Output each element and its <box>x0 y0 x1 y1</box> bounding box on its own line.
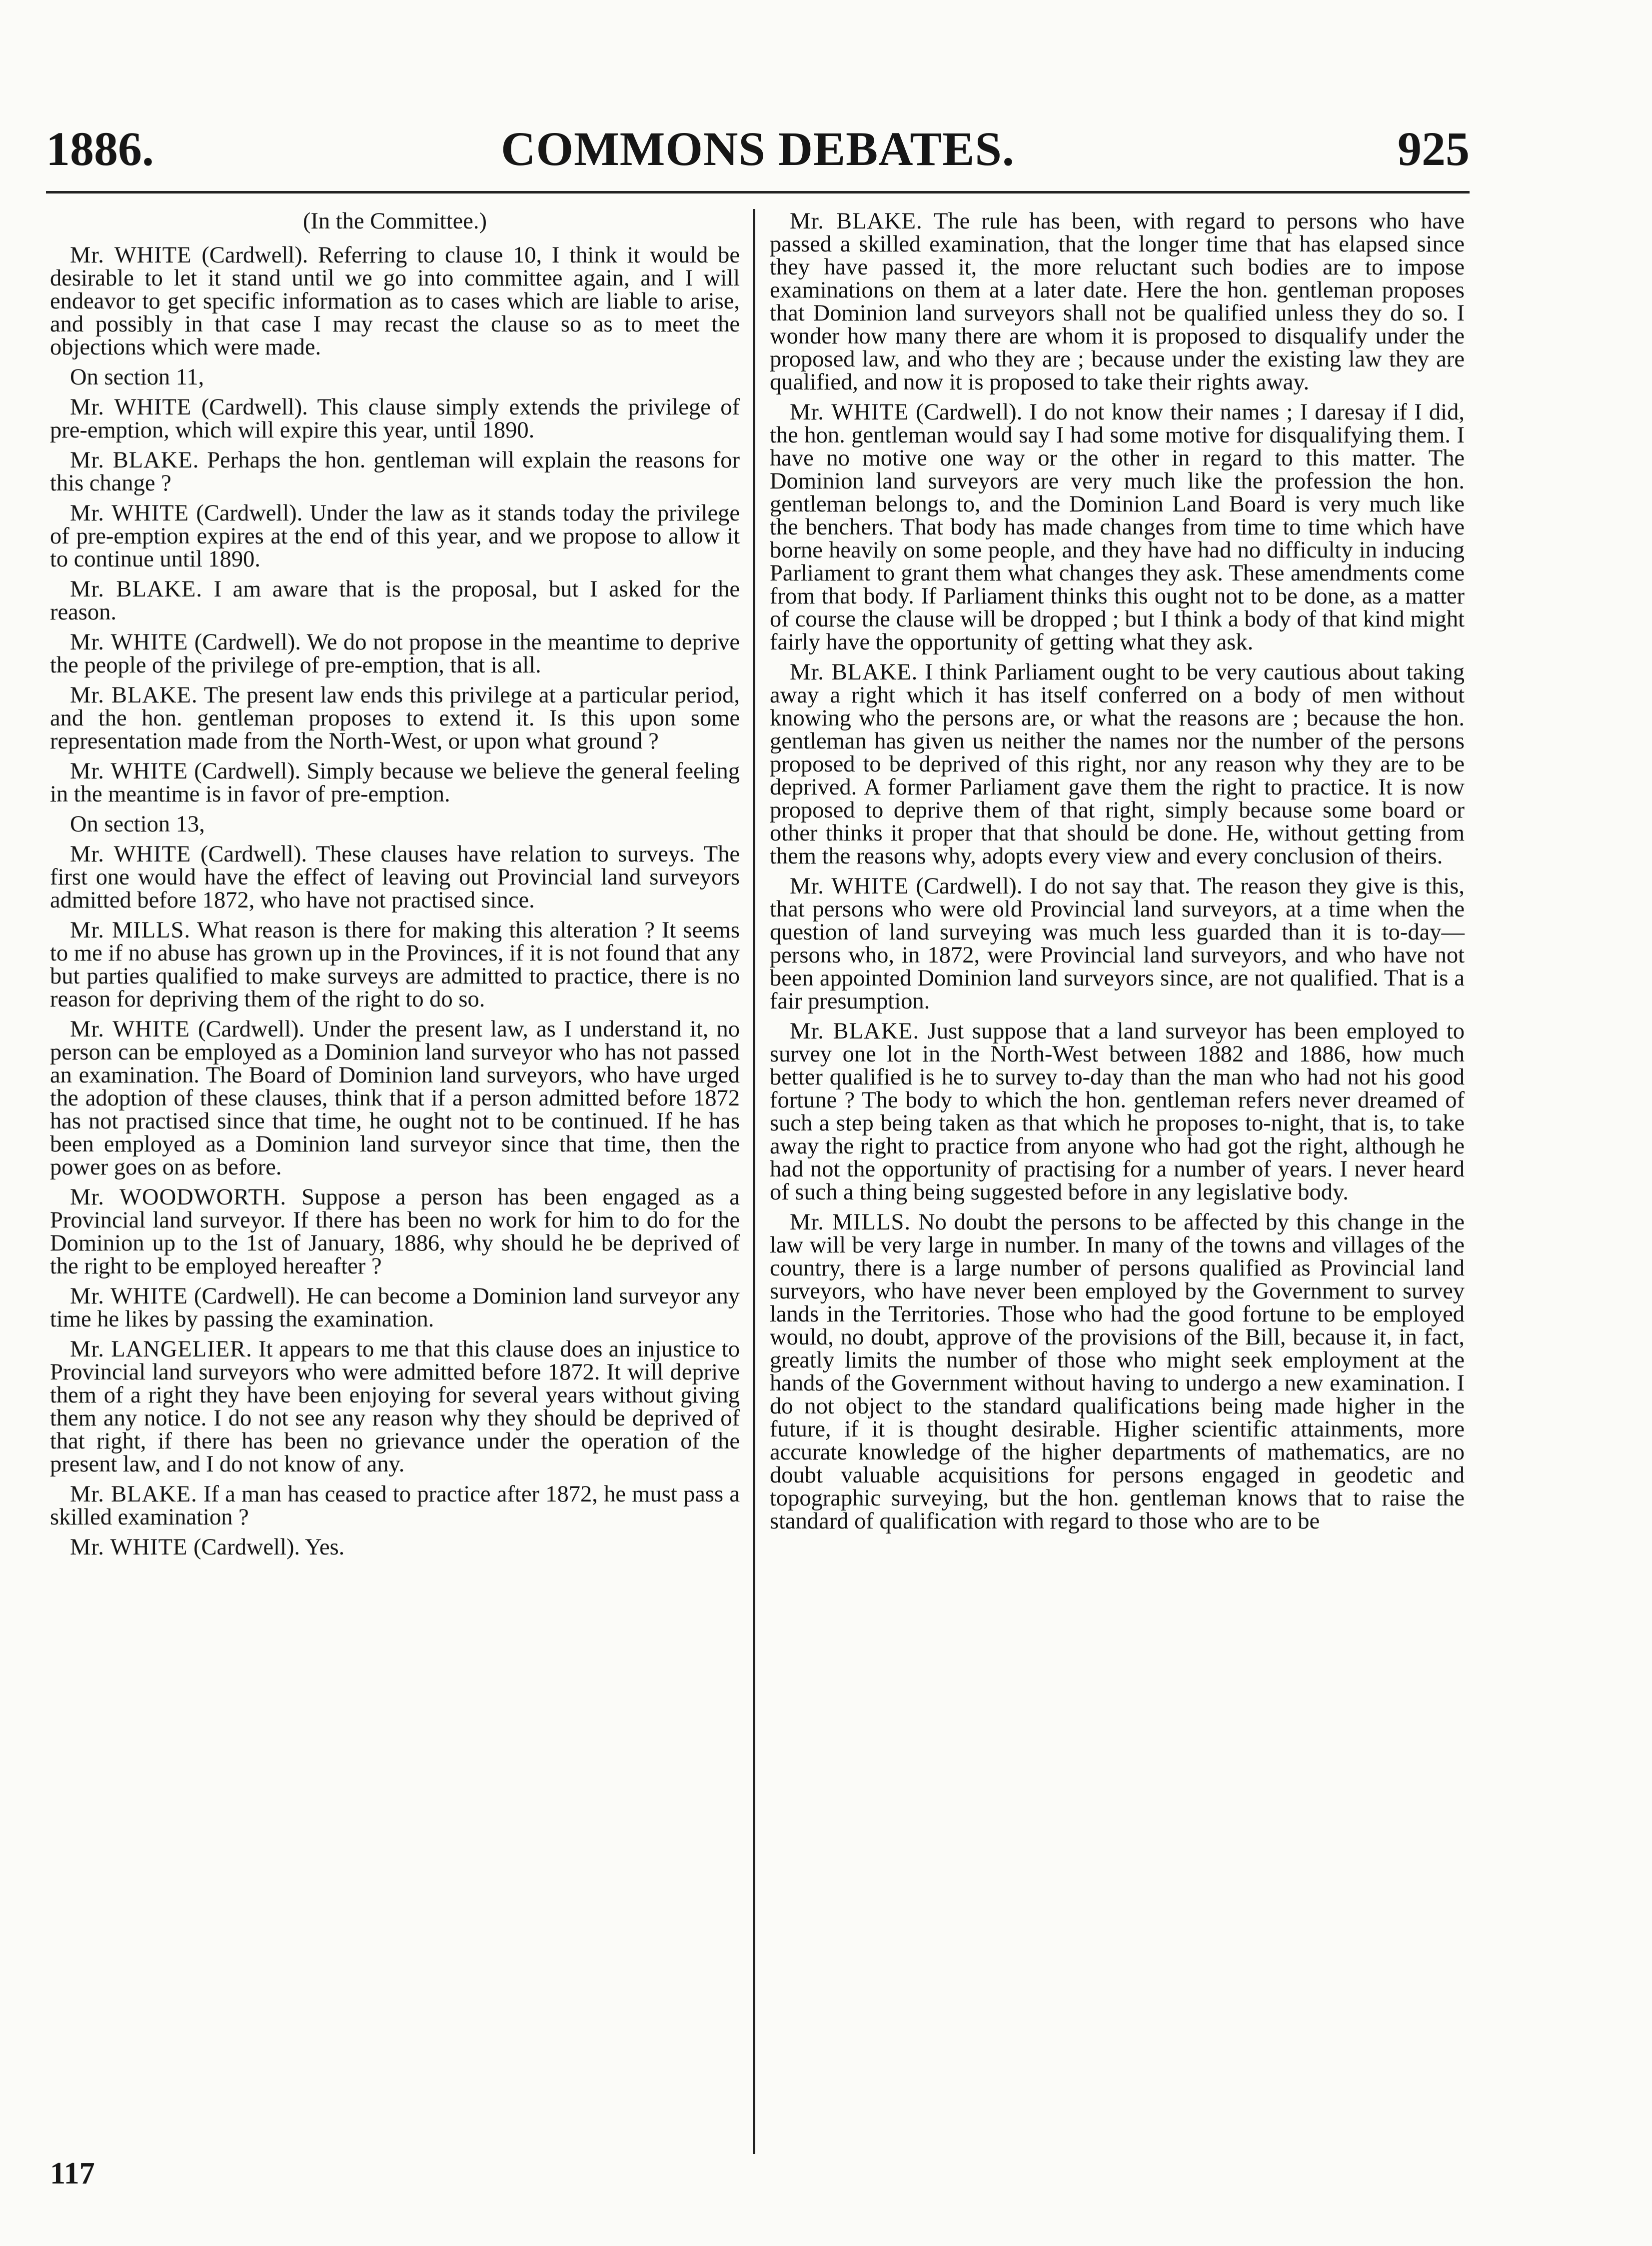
publication-title: COMMONS DEBATES. <box>501 122 1015 176</box>
speaker-name: Mr. BLAKE. <box>70 682 198 708</box>
header-year: 1886. <box>46 122 154 176</box>
speaker-name: Mr. WOODWORTH. <box>70 1184 287 1210</box>
paragraph <box>770 401 1465 654</box>
speaker-name: Mr. WHITE <box>70 758 188 784</box>
right-column <box>770 210 1465 1540</box>
paragraph <box>50 449 740 495</box>
paragraph-text: (Cardwell). Referring to clause 10, I think it would be desirable to let it stand until we go into committee again, and I will endeavor to get specific information as to cases which are liable to arise, and possibly in that case I may recast the clause so as to meet the objections which were made. <box>50 242 740 360</box>
paragraph <box>50 1483 740 1529</box>
paragraph-text: (Cardwell). He can become a Dominion land surveyor any time he likes by passing the examination. <box>50 1284 740 1332</box>
paragraph <box>50 760 740 806</box>
paragraph <box>50 578 740 624</box>
left-column <box>50 210 740 1566</box>
paragraph <box>770 661 1465 868</box>
speaker-name: Mr. MILLS. <box>70 918 191 943</box>
paragraph-text: It appears to me that this clause does an injustice to Provincial land surveyors who were admitted before 1872. It will deprive them of a right they have been enjoying for several years without giving them any notice. I do not see any reason why they should be deprived of that right, if there has been no grievance under the operation of the present law, and I do not know of any. <box>50 1336 740 1477</box>
speaker-name: Mr. BLAKE. <box>790 660 918 685</box>
paragraph-text: (Cardwell). Under the present law, as I understand it, no person can be employed as a Dominion land surveyor who has not passed an examination. The Board of Dominion land surveyors, who have urged the adoption of these clauses, think that if a person admitted before 1872 has not practised since that time, he ought not to be continued. If he has been employed as a Dominion land surveyor since that time, then the power goes on as before. <box>50 1016 740 1180</box>
paragraph-text: No doubt the persons to be affected by this change in the law will be very large in number. In many of the towns and villages of the country, there is a large number of persons qualified as Provincial land surveyors, who have never been employed by the Government to survey lands in the Territories. Those who had the good fortune to be employed would, no doubt, approve of the provisions of the Bill, because it, in fact, greatly limits the number of those who might seek employment at the hands of the Government without having to undergo a new examination. I do not object to the standard qualifications being made higher in the future, if it is thought desirable. Higher scientific attainments, more accurate knowledge of the higher departments of mathematics, are no doubt valuable acquisitions for persons engaged in geodetic and topographic surveying, but the hon. gentleman knows that to raise the standard of qualification with regard to those who are to be <box>770 1210 1465 1534</box>
paragraph <box>50 813 740 836</box>
paragraph <box>50 396 740 442</box>
speaker-name: Mr. WHITE <box>70 1284 188 1309</box>
speaker-name: Mr. WHITE <box>70 1534 188 1560</box>
paragraph-text: (Cardwell). Yes. <box>187 1534 345 1560</box>
paragraph <box>50 244 740 359</box>
paragraph-text: (Cardwell). Simply because we believe the general feeling in the meantime is in favor of pre-emption. <box>50 758 740 807</box>
paragraph <box>770 1020 1465 1204</box>
paragraph-text: I think Parliament ought to be very cautious about taking away a right which it has itself conferred on a body of men without knowing who the persons are, or what the reasons are ; because the hon. gentleman has given us neither the names nor the number of the persons proposed to be deprived of this right, nor any reason why they are to be deprived. A former Parliament gave them the right to practice. It is now proposed to deprive them of that right, simply because some board or other thinks it proper that that should be done. He, without getting from them the reasons why, adopts every view and every conclusion of theirs. <box>770 660 1465 869</box>
paragraph <box>50 502 740 571</box>
paragraph <box>50 210 740 233</box>
speaker-name: Mr. WHITE <box>790 400 909 425</box>
paragraph-text: On section 11, <box>70 364 204 390</box>
speaker-name: Mr. WHITE <box>70 1016 190 1042</box>
speaker-name: Mr. WHITE <box>70 842 191 867</box>
paragraph <box>50 1018 740 1179</box>
speaker-name: Mr. WHITE <box>790 874 909 899</box>
paragraph-text: I am aware that is the proposal, but I asked for the reason. <box>50 576 740 625</box>
paragraph <box>50 1186 740 1278</box>
paragraph-text: On section 13, <box>70 812 205 837</box>
paragraph-text: Suppose a person has been engaged as a Provincial land surveyor. If there has been no work for him to do for the Dominion up to the 1st of January, 1886, why should he be deprived of the right to be employed hereafter ? <box>50 1184 740 1279</box>
paragraph-text: (Cardwell). I do not say that. The reason they give is this, that persons who were old Provincial land surveyors, at a time when the question of land surveying was much less guarded than it is to-day—persons who, in 1872, were Provincial land surveyors, and who have not been appointed Dominion land surveyors since, are not qualified. That is a fair presumption. <box>770 874 1465 1014</box>
speaker-name: Mr. WHITE <box>70 500 189 526</box>
paragraph-text: (Cardwell). I do not know their names ; I daresay if I did, the hon. gentleman would say I had some motive for disqualifying them. I have no motive one way or the other in regard to this matter. The Dominion land surveyors are very much like the profession the hon. gentleman belongs to, and the Dominion Land Board is very much like the benchers. That body has made changes from time to time which have borne heavily on some people, and they have had no difficulty in inducing Parliament to grant them what changes they ask. These amendments come from that body. If Parliament thinks this ought not to be done, as a matter of course the clause will be dropped ; but I think a body of that kind might fairly have the opportunity of getting what they ask. <box>770 400 1465 655</box>
paragraph <box>50 1338 740 1476</box>
paragraph-text: Just suppose that a land surveyor has been employed to survey one lot in the North-West between 1882 and 1886, how much better qualified is he to survey to-day than the man who had not his good fortune ? The body to which the hon. gentleman refers never dreamed of such a step being taken as that which he proposes to-night, that is, to take away the right to practice from anyone who had got the right, although he had not the opportunity of practising for a number of years. I never heard of such a thing being suggested before in any legislative body. <box>770 1018 1465 1205</box>
paragraph-text: Perhaps the hon. gentleman will explain the reasons for this change ? <box>50 448 740 496</box>
paragraph <box>50 1536 740 1559</box>
paragraph-text: If a man has ceased to practice after 1872, he must pass a skilled examination ? <box>50 1482 740 1530</box>
speaker-name: Mr. BLAKE. <box>70 448 199 473</box>
paragraph <box>50 919 740 1011</box>
page-number: 925 <box>1398 122 1470 176</box>
speaker-name: Mr. MILLS. <box>790 1210 911 1235</box>
paragraph-text: (Cardwell). We do not propose in the meantime to deprive the people of the privilege of pre-emption, that is all. <box>50 630 740 678</box>
paragraph <box>50 1285 740 1331</box>
paragraph <box>50 843 740 912</box>
column-divider <box>753 209 755 2154</box>
paragraph-text: (Cardwell). Under the law as it stands today the privilege of pre-emption expires at the end of this year, and we propose to allow it to continue until 1890. <box>50 500 740 572</box>
paragraph-text: What reason is there for making this alteration ? It seems to me if no abuse has grown up in the Provinces, if it is not found that any but parties qualified to make surveys are admitted to practice, there is no reason for depriving them of the right to do so. <box>50 918 740 1012</box>
speaker-name: Mr. LANGELIER. <box>70 1336 252 1362</box>
speaker-name: Mr. BLAKE. <box>70 1482 197 1507</box>
paragraph <box>770 210 1465 394</box>
paragraph-text: (Cardwell). This clause simply extends the privilege of pre-emption, which will expire this year, until 1890. <box>50 394 740 443</box>
speaker-name: Mr. WHITE <box>70 394 192 420</box>
paragraph <box>50 631 740 677</box>
paragraph-text: (Cardwell). These clauses have relation to surveys. The first one would have the effect of leaving out Provincial land surveyors admitted before 1872, who have not practised since. <box>50 842 740 913</box>
speaker-name: Mr. BLAKE. <box>790 1018 920 1044</box>
speaker-name: Mr. WHITE <box>70 242 192 268</box>
page-header <box>46 119 1470 179</box>
signature-mark: 117 <box>50 2156 95 2190</box>
paragraph <box>770 1211 1465 1533</box>
paragraph-text: The rule has been, with regard to persons who have passed a skilled examination, that the longer time that has elapsed since they have passed it, the more reluctant such bodies are to impose examinations on them at a later date. Here the hon. gentleman proposes that Dominion land surveyors shall not be qualified unless they do so. I wonder how many there are whom it is proposed to disqualify under the proposed law, and who they are ; because under the existing law they are qualified, and now it is proposed to take their rights away. <box>770 208 1465 395</box>
speaker-name: Mr. BLAKE. <box>790 208 923 234</box>
paragraph-text: The present law ends this privilege at a particular period, and the hon. gentleman proposes to extend it. Is this upon some representation made from the North-West, or upon what ground ? <box>50 682 740 754</box>
speaker-name: Mr. WHITE <box>70 630 188 655</box>
speaker-name: Mr. BLAKE. <box>70 576 203 602</box>
paragraph <box>50 684 740 753</box>
header-rule <box>46 191 1470 194</box>
paragraph-text: (In the Committee.) <box>302 208 487 234</box>
paragraph <box>50 366 740 389</box>
paragraph <box>770 875 1465 1013</box>
